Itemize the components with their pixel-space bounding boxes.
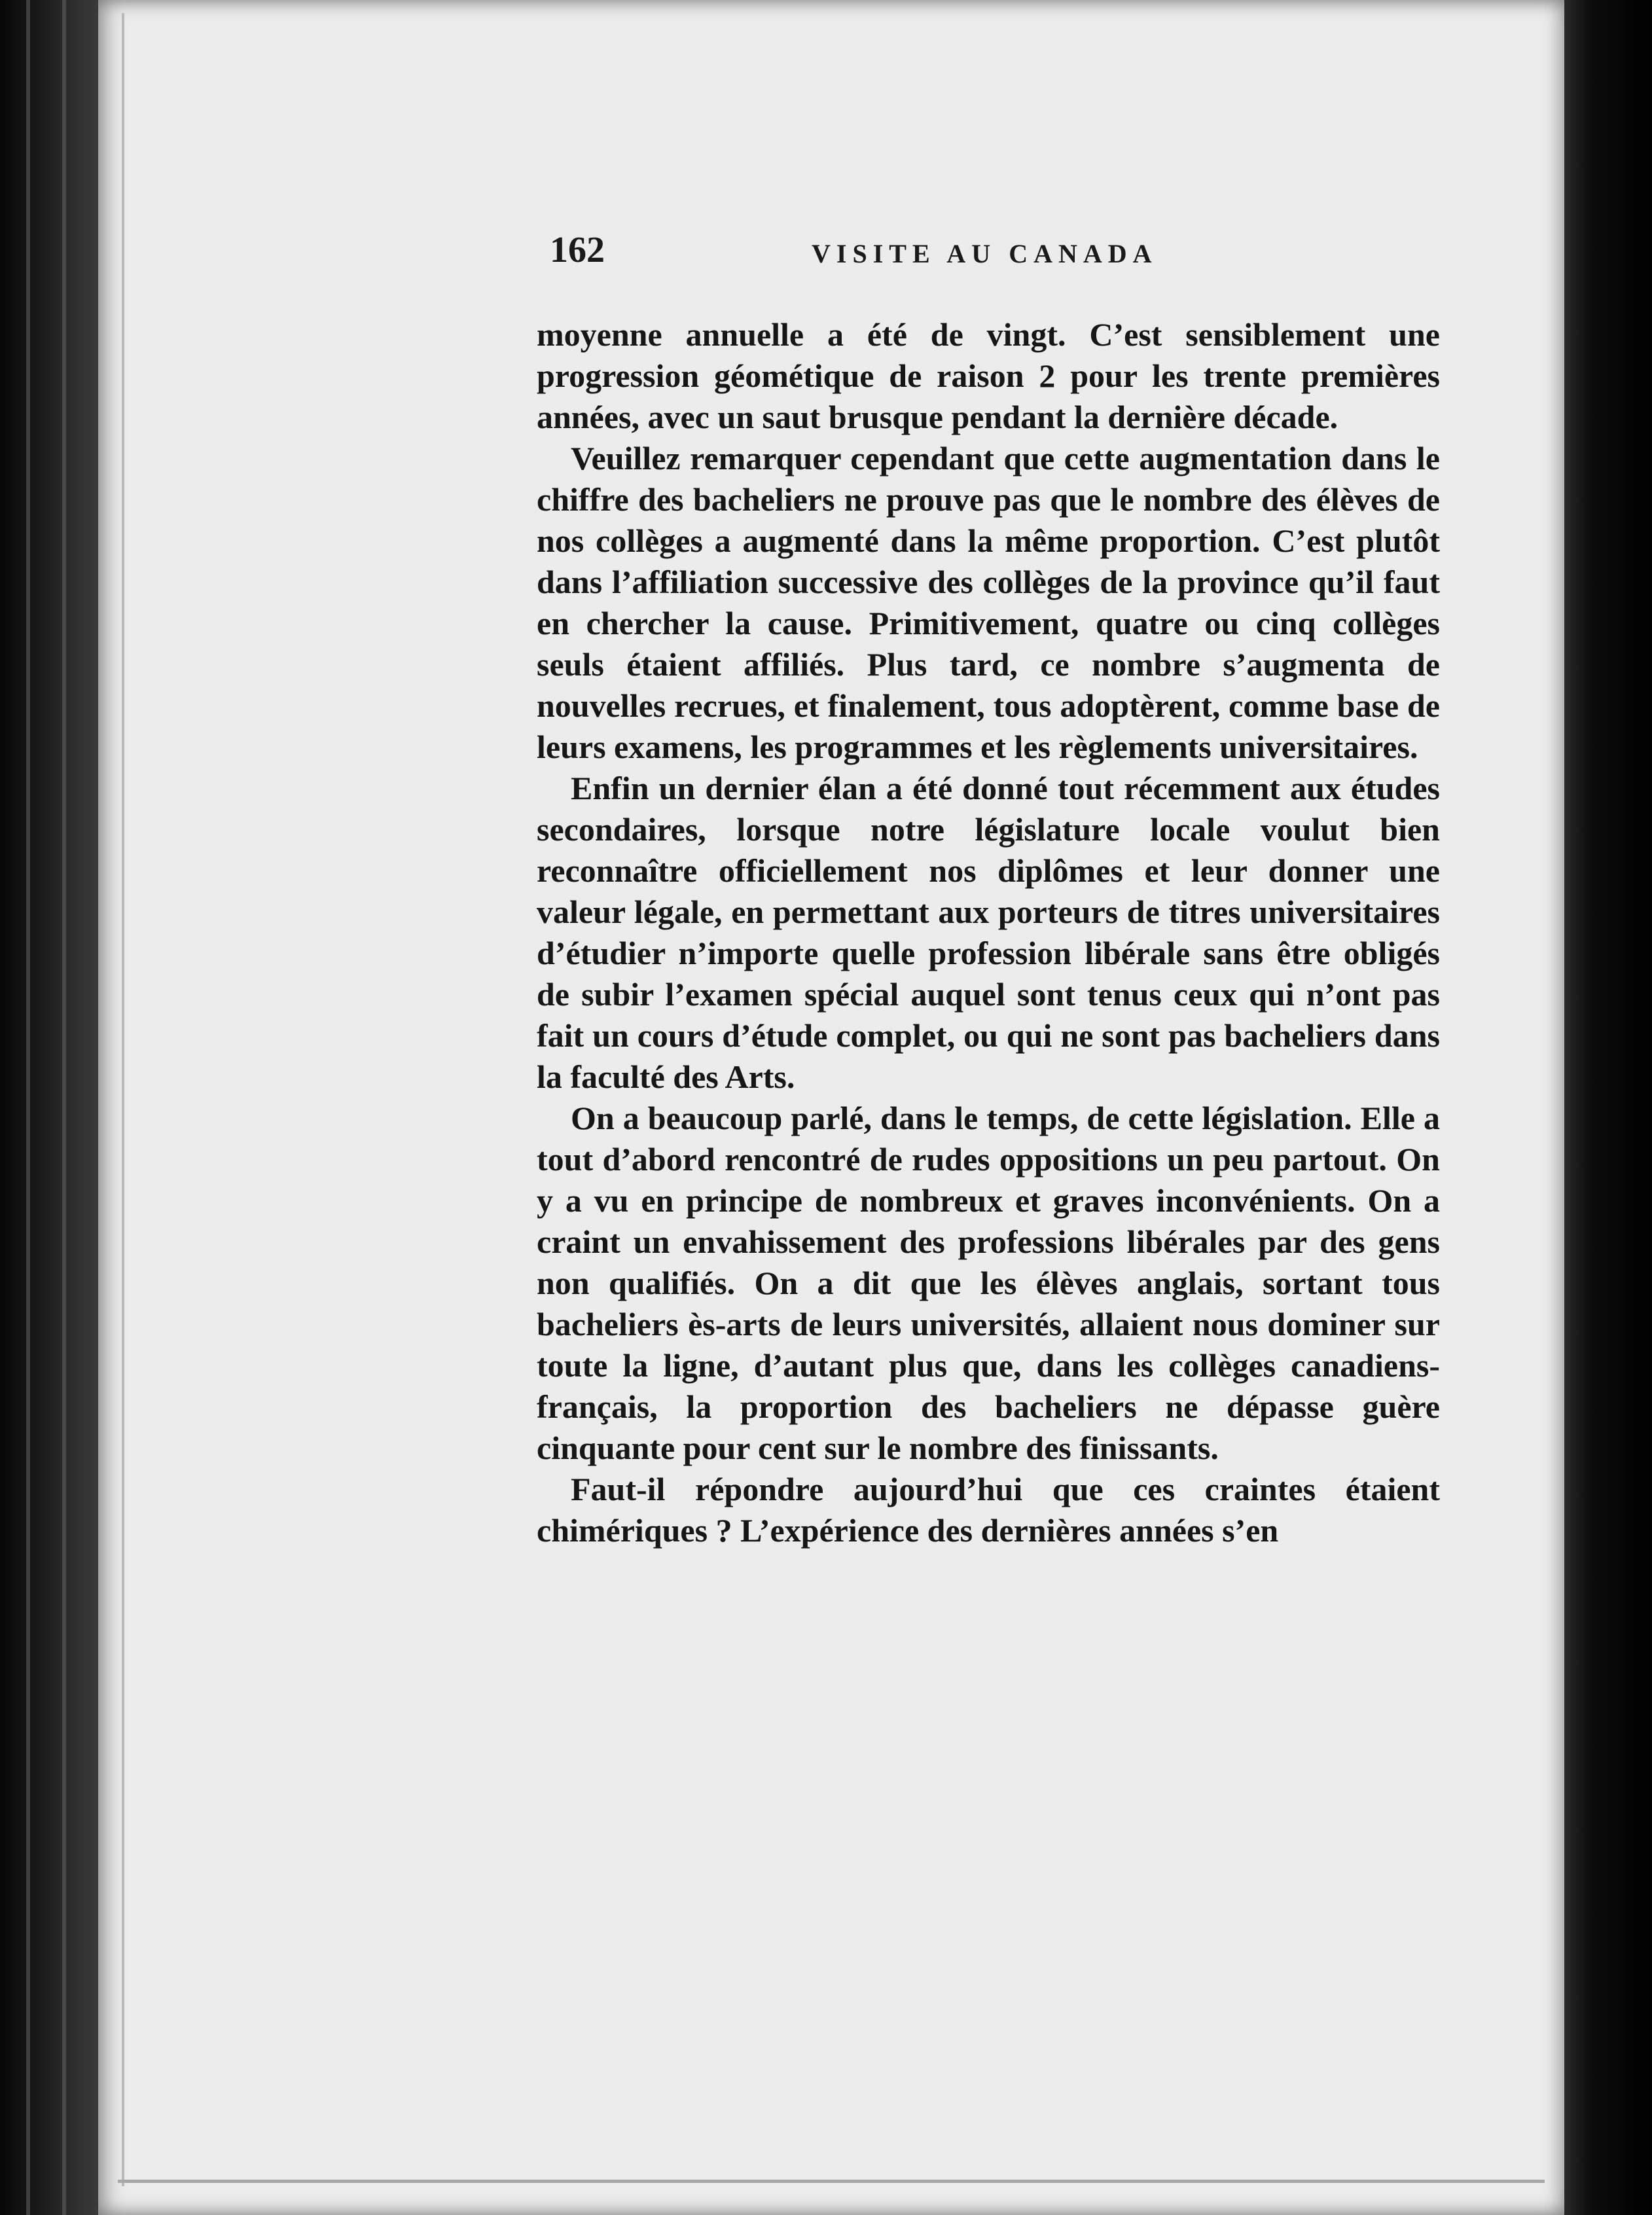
paragraph: moyenne annuelle a été de vingt. C’est sensiblement une progression géométique de raison 2 pour les trente premières années, avec un saut brusque pendant la dernière décade. — [537, 316, 1440, 435]
running-title: VISITE AU CANADA — [812, 239, 1158, 268]
page-number: 162 — [550, 230, 605, 270]
page-bottom-edge — [118, 2180, 1545, 2183]
paragraph: On a beaucoup parlé, dans le temps, de cette législation. Elle a tout d’abord rencontré de rudes oppositions un peu partout. On y a vu en principe de nombreux et graves inconvénients. On a craint un envahissement des professions libérales par des gens non qualifiés. On a dit que les élèves anglais, sortant tous bacheliers ès-arts de leurs universités, allaient nous dominer sur toute la ligne, d’autant plus que, dans les collèges canadiens-français, la proportion des bacheliers ne dépasse guère cinquante pour cent sur le nombre des finissants. — [537, 1100, 1440, 1466]
page-header — [550, 229, 1178, 275]
right-margin — [1564, 0, 1652, 2215]
binding-line — [62, 0, 66, 2215]
paragraph: Veuillez remarquer cependant que cette augmentation dans le chiffre des bacheliers ne prouve pas que le nombre des élèves de nos collèges a augmenté dans la même proportion. C’est plutôt dans l’affiliation successive des collèges de la province qu’il faut en chercher la cause. Primitivement, quatre ou cinq collèges seuls étaient affiliés. Plus tard, ce nombre s’augmenta de nouvelles recrues, et finalement, tous adoptèrent, comme base de leurs examens, les programmes et les règlements universitaires. — [537, 440, 1440, 765]
page-edge — [122, 13, 124, 2186]
paragraph: Enfin un dernier élan a été donné tout récemment aux études secondaires, lorsque notre législature locale voulut bien reconnaître officiellement nos diplômes et leur donner une valeur légale, en permettant aux porteurs de titres universitaires d’étudier n’importe quelle profession libérale sans être obligés de subir l’examen spécial auquel sont tenus ceux qui n’ont pas fait un cours d’étude complet, ou qui ne sont pas bacheliers dans la faculté des Arts. — [537, 770, 1440, 1095]
book-binding — [0, 0, 98, 2215]
paragraph: Faut-il répondre aujourd’hui que ces craintes étaient chimériques ? L’expérience des dernières années s’en — [537, 1471, 1440, 1549]
body-text — [537, 314, 1440, 1551]
binding-line — [26, 0, 30, 2215]
